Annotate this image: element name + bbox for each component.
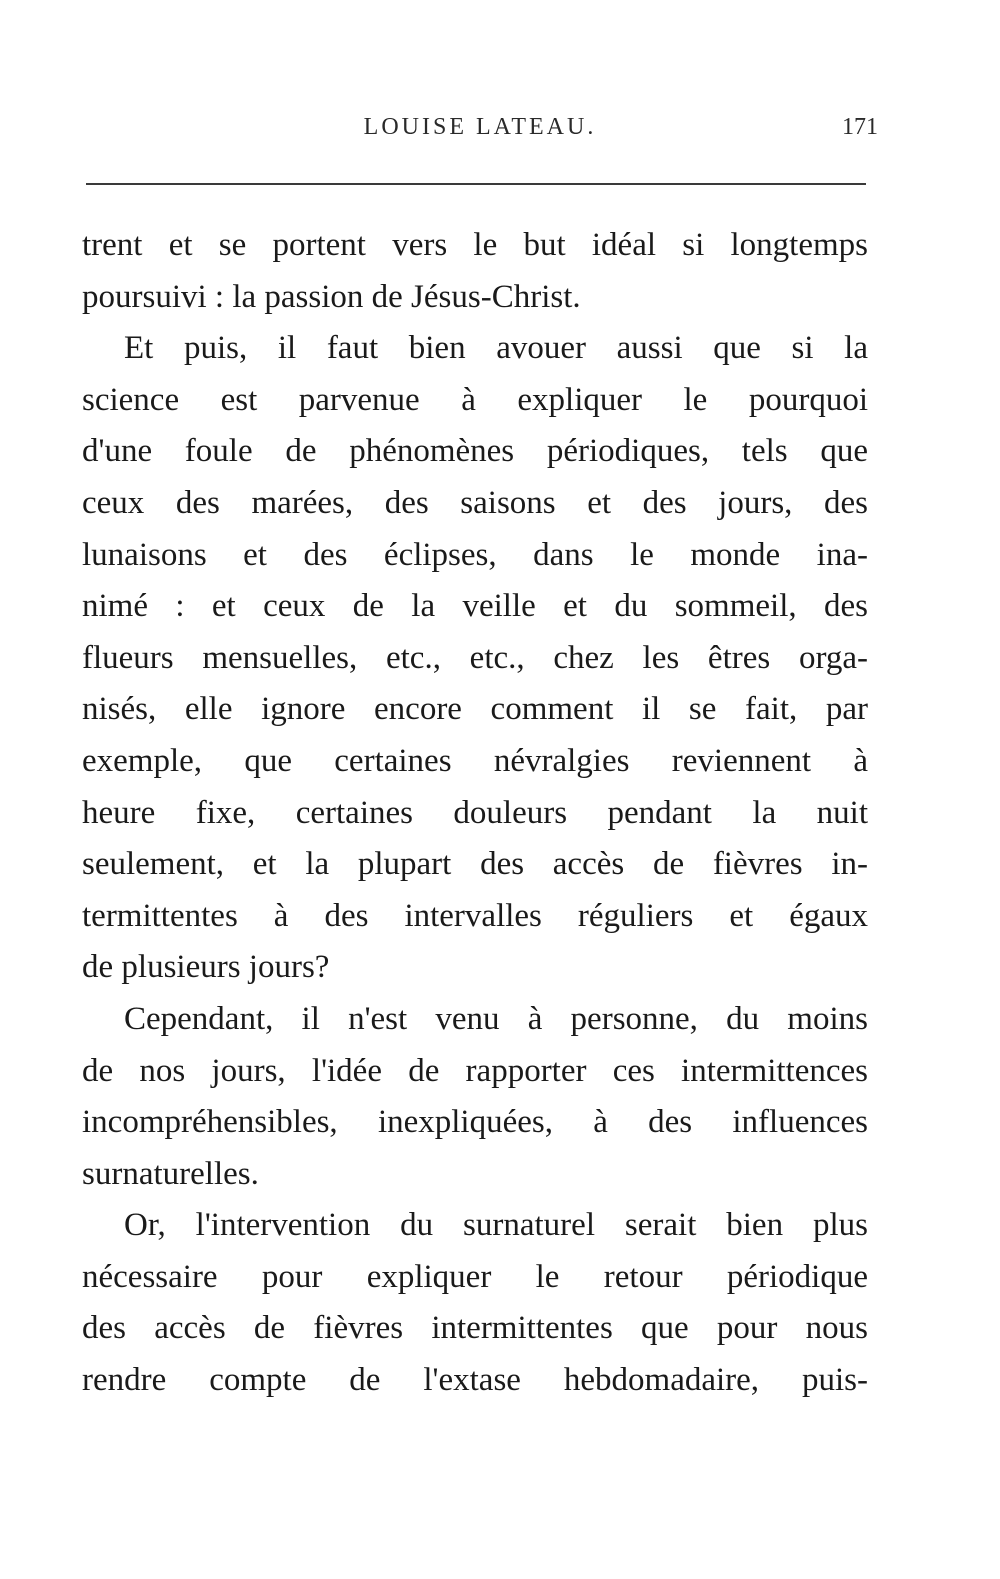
text-line: trent et se portent vers le but idéal si longtemps (82, 227, 868, 263)
text-line: Or, l'intervention du surnaturel serait bien plus (124, 1207, 868, 1244)
text-line: surnaturelles. (82, 1155, 259, 1192)
text-line: termittentes à des intervalles réguliers et égaux (82, 897, 868, 934)
text-line: science est parvenue à expliquer le pourquoi (82, 381, 868, 418)
paragraph-1 (82, 220, 868, 323)
text-line: seulement, et la plupart des accès de fièvres in- (82, 846, 868, 883)
text-line: nécessaire pour expliquer le retour périodique (82, 1258, 868, 1295)
text-line: rendre compte de l'extase hebdomadaire, puis- (82, 1362, 868, 1399)
text-line: Cependant, il n'est venu à personne, du moins (124, 1000, 868, 1037)
page-number: 171 (842, 114, 878, 140)
text-line: des accès de fièvres intermittentes que pour nous (82, 1310, 868, 1347)
text-line: exemple, que certaines névralgies reviennent à (82, 742, 868, 779)
text-line: nisés, elle ignore encore comment il se fait, par (82, 691, 868, 728)
body-text (82, 220, 868, 1407)
text-line: de plusieurs jours? (82, 949, 330, 986)
header-rule (86, 183, 866, 185)
paragraph-2 (82, 323, 868, 994)
text-line: Et puis, il faut bien avouer aussi que si la (124, 330, 868, 367)
running-title: LOUISE LATEAU. (363, 114, 597, 140)
text-line: de nos jours, l'idée de rapporter ces intermittences (82, 1052, 868, 1089)
text-line: lunaisons et des éclipses, dans le monde ina- (82, 536, 868, 573)
text-line: incompréhensibles, inexpliquées, à des influences (82, 1104, 868, 1141)
text-line: heure fixe, certaines douleurs pendant la nuit (82, 794, 868, 831)
text-line: d'une foule de phénomènes périodiques, tels que (82, 433, 868, 470)
text-line: poursuivi : la passion de Jésus-Christ. (82, 278, 581, 315)
running-head (80, 114, 880, 154)
paragraph-4 (82, 1200, 868, 1406)
text-line: nimé : et ceux de la veille et du sommeil, des (82, 588, 868, 625)
text-line: flueurs mensuelles, etc., etc., chez les êtres orga- (82, 639, 868, 676)
paragraph-3 (82, 994, 868, 1200)
text-line: ceux des marées, des saisons et des jours, des (82, 484, 868, 521)
